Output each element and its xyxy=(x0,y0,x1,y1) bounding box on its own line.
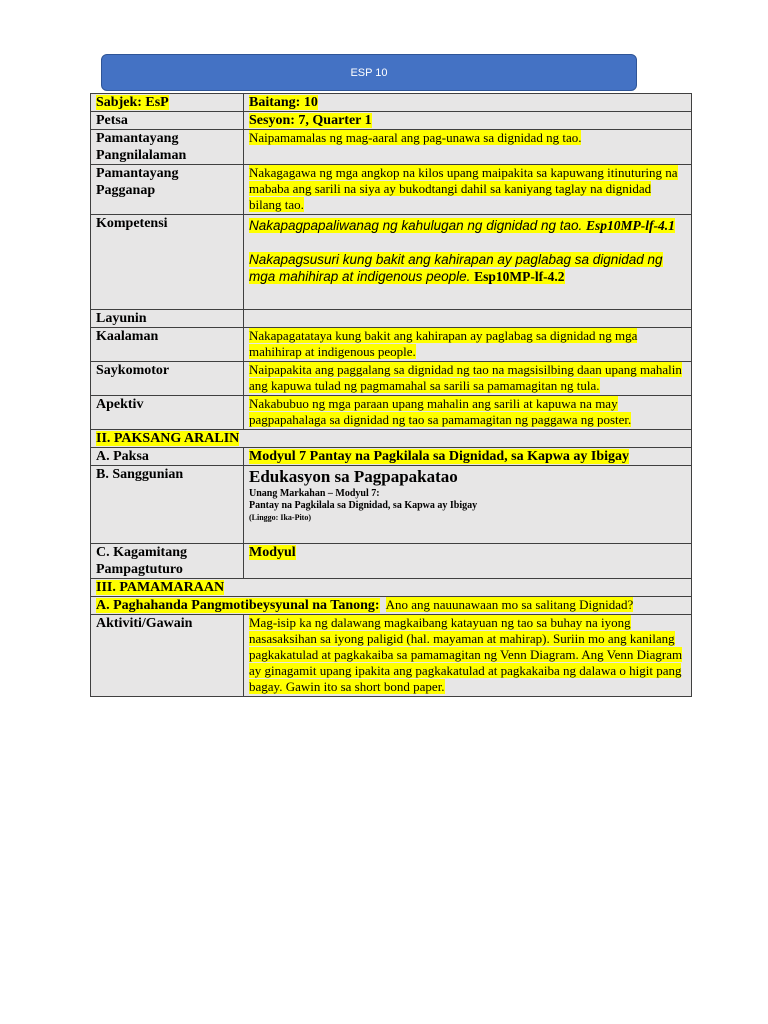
table-row xyxy=(91,328,692,362)
table-row xyxy=(91,396,692,430)
subject-matter-heading: II. PAKSANG ARALIN xyxy=(96,431,240,446)
table-row xyxy=(91,466,692,544)
table-row xyxy=(91,448,692,466)
subject-cell xyxy=(91,94,244,112)
table-row xyxy=(91,130,692,165)
materials-cell xyxy=(244,544,692,579)
materials-label-cell xyxy=(91,544,244,579)
table-row xyxy=(91,362,692,396)
reference-line-1: Unang Markahan – Modyul 7: xyxy=(249,488,380,499)
objectives-empty-cell xyxy=(244,310,692,328)
banner-title: ESP 10 xyxy=(350,66,388,79)
competency-label-cell xyxy=(91,215,244,310)
topic-label: A. Paksa xyxy=(96,449,149,464)
session-cell xyxy=(244,112,692,130)
activity-text: Mag-isip ka ng dalawang magkaibang katayuan ng tao sa buhay na iyong nasasaksihan sa iyong paligid (hal. mayaman at mahirap). Suriin mo ang kanilang pagkakatulad at pagkakaiba sa pamamagitan ng Venn Diagram. Ang Venn Diagram ay ginagamit upang ipakita ang pagkakatulad at pagkakaiba ng dalawa o higit pang bagay. Gawin ito sa short bond paper. xyxy=(249,615,683,694)
performance-standard-label-1: Pamantayang xyxy=(96,166,179,181)
activity-label-cell xyxy=(91,615,244,697)
grade-label: Baitang: 10 xyxy=(249,95,318,110)
content-standard-label-1: Pamantayang xyxy=(96,131,179,146)
content-standard-label-2: Pangnilalaman xyxy=(96,148,187,163)
reference-line-3: (Linggo: Ika-Pito) xyxy=(249,513,311,522)
table-row xyxy=(91,544,692,579)
knowledge-cell xyxy=(244,328,692,362)
topic-label-cell xyxy=(91,448,244,466)
table-row xyxy=(91,94,692,112)
topic-cell xyxy=(244,448,692,466)
subject-label: Sabjek: EsP xyxy=(96,95,169,110)
performance-standard-text: Nakagagawa ng mga angkop na kilos upang maipakita sa kapuwang itinuturing na mababa ang sarili na siya ay bukodtangi dahil sa kaniyang taglay na dignidad bilang tao. xyxy=(249,165,678,212)
competency-item-1-text: Nakapagpapaliwanag ng kahulugan ng dignidad ng tao. xyxy=(249,218,587,233)
performance-standard-label-2: Pagganap xyxy=(96,183,156,198)
reference-label-cell xyxy=(91,466,244,544)
table-row xyxy=(91,597,692,615)
performance-standard-cell xyxy=(244,165,692,215)
motivation-label: A. Paghahanda Pangmotibeysyunal na Tanong: xyxy=(96,598,380,613)
affective-label-cell xyxy=(91,396,244,430)
psychomotor-cell xyxy=(244,362,692,396)
competency-item-2-text: Nakapagsusuri kung bakit ang kahirapan ay paglabag sa dignidad ng mga mahihirap at indigenous people. xyxy=(249,252,663,284)
table-row xyxy=(91,615,692,697)
knowledge-label-cell xyxy=(91,328,244,362)
activity-cell xyxy=(244,615,692,697)
table-row xyxy=(91,215,692,310)
affective-label: Apektiv xyxy=(96,397,144,412)
content-standard-text: Naipamamalas ng mag-aaral ang pag-unawa sa dignidad ng tao. xyxy=(249,130,582,145)
reference-cell xyxy=(244,466,692,544)
materials-label-2: Pampagtuturo xyxy=(96,562,183,577)
reference-line-2: Pantay na Pagkilala sa Dignidad, sa Kapwa ay Ibigay xyxy=(249,500,478,511)
procedure-heading: III. PAMAMARAAN xyxy=(96,580,225,595)
reference-title: Edukasyon sa Pagpapakatao xyxy=(249,467,458,486)
subject-matter-heading-cell xyxy=(91,430,692,448)
competency-item-1 xyxy=(249,217,686,234)
affective-text: Nakabubuo ng mga paraan upang mahalin ang sarili at kapuwa na may pagpapahalaga sa dignidad ng tao sa pamamagitan ng paggawa ng poster. xyxy=(249,396,632,427)
psychomotor-text: Naipapakita ang paggalang sa dignidad ng tao na magsisilbing daan upang mahalin ang kapuwa tulad ng pagmamahal sa sarili sa pamamagitan ng tula. xyxy=(249,362,682,393)
competency-label: Kompetensi xyxy=(96,216,168,231)
knowledge-text: Nakapagatataya kung bakit ang kahirapan ay paglabag sa dignidad ng mga mahihirap at indigenous people. xyxy=(249,328,638,359)
competency-cell xyxy=(244,215,692,310)
objectives-label: Layunin xyxy=(96,311,147,326)
grade-cell xyxy=(244,94,692,112)
session-label: Sesyon: 7, Quarter 1 xyxy=(249,113,372,128)
motivation-text: Ano ang nauunawaan mo sa salitang Dignidad? xyxy=(385,597,634,612)
performance-standard-label-cell xyxy=(91,165,244,215)
table-row xyxy=(91,112,692,130)
activity-label: Aktiviti/Gawain xyxy=(96,616,193,631)
materials-text: Modyul xyxy=(249,545,296,560)
table-row xyxy=(91,430,692,448)
psychomotor-label: Saykomotor xyxy=(96,363,170,378)
motivation-cell xyxy=(91,597,692,615)
title-banner xyxy=(101,54,637,91)
table-row xyxy=(91,579,692,597)
knowledge-label: Kaalaman xyxy=(96,329,159,344)
table-row xyxy=(91,310,692,328)
topic-text: Modyul 7 Pantay na Pagkilala sa Dignidad, sa Kapwa ay Ibigay xyxy=(249,449,630,464)
lesson-plan-table xyxy=(90,93,692,697)
table-row xyxy=(91,165,692,215)
date-cell xyxy=(91,112,244,130)
affective-cell xyxy=(244,396,692,430)
date-label: Petsa xyxy=(96,113,128,128)
objectives-label-cell xyxy=(91,310,244,328)
procedure-heading-cell xyxy=(91,579,692,597)
content-standard-cell xyxy=(244,130,692,165)
competency-item-2-code: Esp10MP-lf-4.2 xyxy=(474,269,565,284)
competency-item-2 xyxy=(249,251,686,285)
reference-label: B. Sanggunian xyxy=(96,467,184,482)
materials-label-1: C. Kagamitang xyxy=(96,545,187,560)
content-standard-label-cell xyxy=(91,130,244,165)
psychomotor-label-cell xyxy=(91,362,244,396)
competency-item-1-code: Esp10MP-lf-4.1 xyxy=(586,218,675,233)
